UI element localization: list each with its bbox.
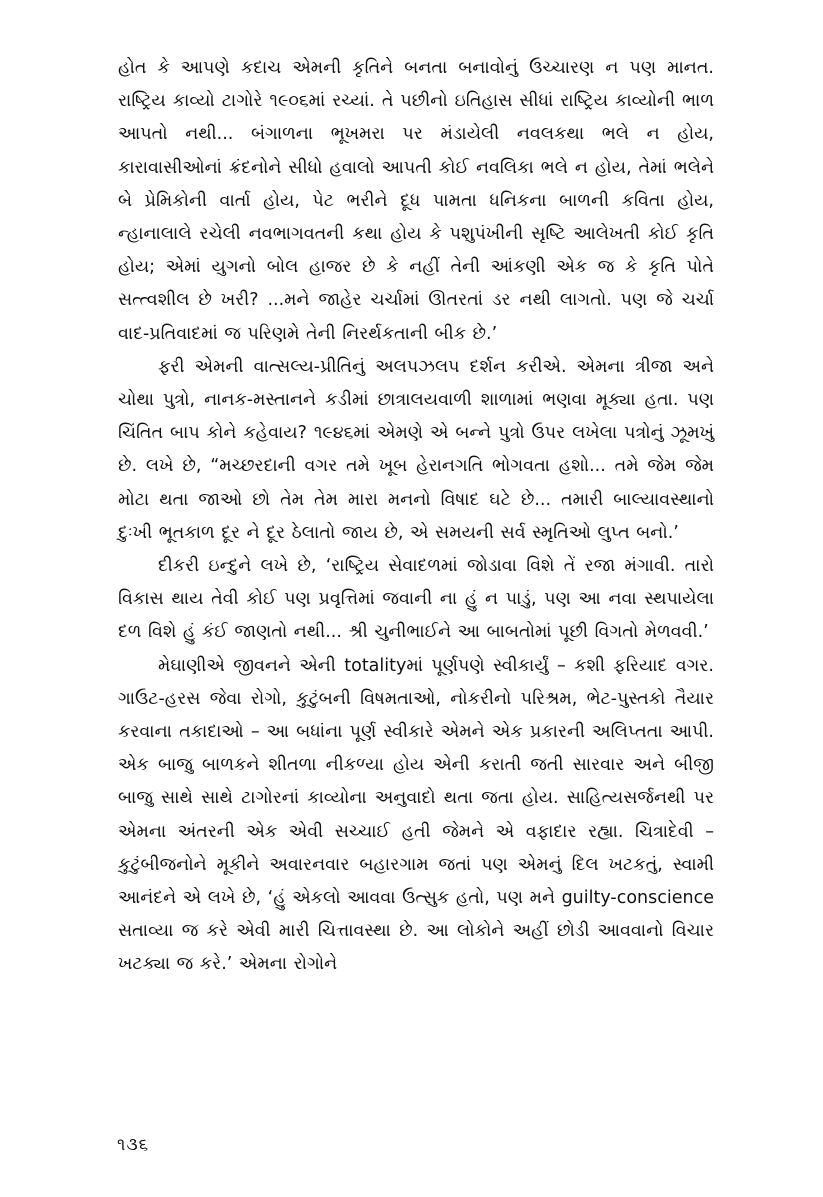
paragraph-indu-letter: દીકરી ઇન્દુને લખે છે, ‘રાષ્ટ્રિય સેવાદળમાં જોડાવા વિશે તેં રજા મંગાવી. તારો વિકાસ થાય તેવી કોઈ પણ પ્રવૃત્તિમાં જવાની ના હું ન પાડું, પણ આ નવા સ્થપાયેલા દળ વિશે હું કંઈ જાણતો નથી... શ્રી ચુનીભાઈને આ બાબતોમાં પૂછી વિગતો મેળવવી.’	[118, 556, 714, 643]
page-number: ૧૩૬	[117, 1135, 150, 1155]
page-body	[118, 52, 714, 982]
paragraph-vatsalya: ફરી એમની વાત્સલ્ય-પ્રીતિનું અલપઝલપ દર્શન કરીએ. એમના ત્રીજા અને ચોથા પુત્રો, નાનક-મસ્તાનને કડીમાં છાત્રાલયવાળી શાળામાં ભણવા મૂક્યા હતા. પણ ચિંતિત બાપ કોને કહેવાય? ૧૯૪૬માં એમણે એ બન્ને પુત્રો ઉપર લખેલા પત્રોનું ઝૂમખું છે. લખે છે, “મચ્છરદાની વગર તમે ખૂબ હેરાનગતિ ભોગવતા હશો... તમે જેમ જેમ મોટા થતા જાઓ છો તેમ તેમ મારા મનનો વિષાદ ઘટે છે... તમારી બાલ્યાવસ્થાનો દુઃખી ભૂતકાળ દૂર ને દૂર ઠેલાતો જાય છે, એ સમયની સર્વ સ્મૃતિઓ લુપ્ત બનો.’	[118, 356, 714, 543]
paragraph-continued: હોત કે આપણે કદાચ એમની કૃતિને બનતા બનાવોનું ઉચ્ચારણ ન પણ માનત. રાષ્ટ્રિય કાવ્યો ટાગોરે ૧૯૦૬માં રચ્યાં. તે પછીનો ઇતિહાસ સીધાં રાષ્ટ્રિય કાવ્યોની ભાળ આપતો નથી... બંગાળના ભૂખમરા પર મંડાયેલી નવલકથા ભલે ન હોય, કારાવાસીઓનાં ક્રંદનોને સીધો હવાલો આપતી કોઈ નવલિકા ભલે ન હોય, તેમાં ભલેને બે પ્રેમિકોની વાર્તા હોય, પેટ ભરીને દૂધ પામતા ધનિકના બાળની કવિતા હોય, ન્હાનાલાલે રચેલી નવભાગવતની કથા હોય કે પશુપંખીની સૃષ્ટિ આલેખતી કોઈ કૃતિ હોય; એમાં યુગનો બોલ હાજર છે કે નહીં તેની આંકણી એક જ કે કૃતિ પોતે સત્ત્વશીલ છે ખરી? ...મને જાહેર ચર્ચામાં ઊતરતાં ડર નથી લાગતો. પણ જે ચર્ચા વાદ-પ્રતિવાદમાં જ પરિણમે તેની નિરર્થકતાની બીક છે.’	[118, 58, 714, 344]
paragraph-totality: મેઘાણીએ જીવનને એની totalityમાં પૂર્ણપણે સ્વીકાર્યું – કશી ફરિયાદ વગર. ગાઉટ-હરસ જેવા રોગો, કુટુંબની વિષમતાઓ, નોકરીનો પરિશ્રમ, ભેટ-પુસ્તકો તૈયાર કરવાના તકાદાઓ – આ બધાંના પૂર્ણ સ્વીકારે એમને એક પ્રકારની અલિપ્તતા આપી. એક બાજુ બાળકને શીતળા નીકળ્યા હોય એની કરાતી જતી સારવાર અને બીજી બાજુ સાથે સાથે ટાગોરનાં કાવ્યોના અનુવાદો થતા જતા હોય. સાહિત્યસર્જનથી પર એમના અંતરની એક એવી સચ્ચાઈ હતી જેમને એ વફાદાર રહ્યા. ચિત્રાદેવી – કુટુંબીજનોને મૂકીને અવારનવાર બહારગામ જતાં પણ એમનું દિલ ખટકતું, સ્વામી આનંદને એ લખે છે, ‘હું એકલો આવવા ઉત્સુક હતો, પણ મને guilty-conscience સતાવ્યા જ કરે એવી મારી ચિત્તાવસ્થા છે. આ લોકોને અહીં છોડી આવવાનો વિચાર ખટક્યા જ કરે.’ એમના રોગોને	[118, 655, 714, 975]
